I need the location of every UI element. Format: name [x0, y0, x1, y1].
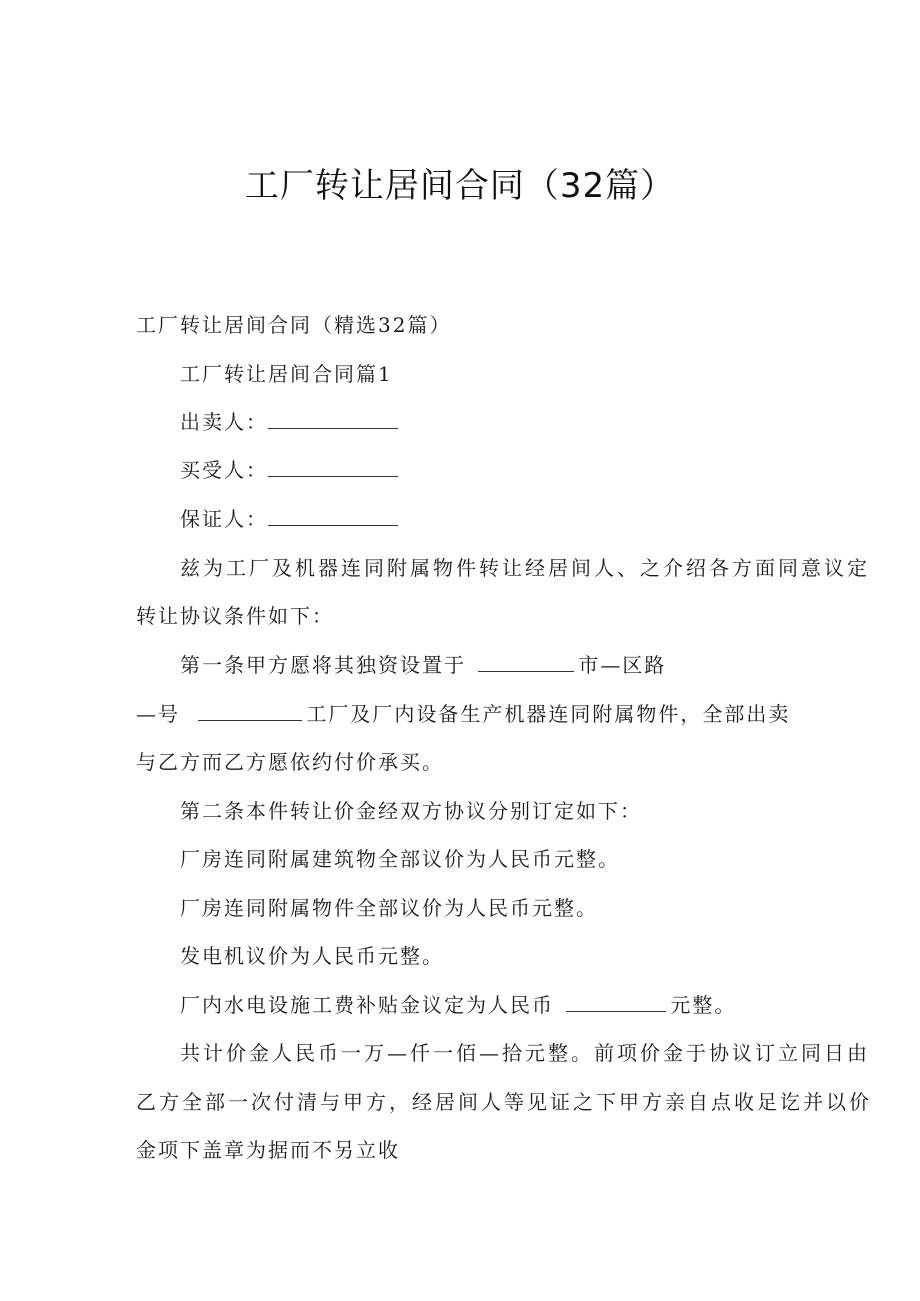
total-line-1: 共计价金人民币一万—仟一佰—拾元整。前项价金于协议订立同日由	[180, 1041, 870, 1065]
buyer-blank	[268, 458, 398, 477]
document-title: 工厂转让居间合同（32篇）	[244, 166, 676, 206]
guarantor-line	[180, 507, 398, 531]
buyer-line	[180, 458, 398, 482]
price-item-1: 厂房连同附属建筑物全部议价为人民币元整。	[180, 847, 620, 871]
article1-line-2	[136, 702, 790, 726]
section-heading: 工厂转让居间合同篇1	[180, 362, 393, 386]
article1-text-b: 市—区路	[578, 653, 667, 677]
buyer-label: 买受人：	[180, 458, 268, 482]
seller-line	[180, 410, 398, 434]
guarantor-label: 保证人：	[180, 507, 268, 531]
intro-line-2: 转让协议条件如下：	[136, 604, 334, 628]
total-line-2: 乙方全部一次付清与甲方，经居间人等见证之下甲方亲自点收足讫并以价	[136, 1090, 872, 1114]
article1-text-d: 工厂及厂内设备生产机器连同附属物件，全部出卖	[306, 702, 791, 726]
price-item-3: 发电机议价为人民币元整。	[180, 944, 444, 968]
price-item-4-text-b: 元整。	[670, 993, 737, 1017]
price-item-4-text-a: 厂内水电设施工费补贴金议定为人民币	[180, 993, 554, 1017]
article1-line-3: 与乙方而乙方愿依约付价承买。	[136, 750, 444, 774]
total-line-3: 金项下盖章为据而不另立收	[136, 1138, 400, 1162]
city-blank	[478, 653, 574, 672]
guarantor-blank	[268, 507, 398, 526]
article1-text-c: —号	[136, 702, 180, 726]
article1-text-a: 第一条甲方愿将其独资设置于	[180, 653, 466, 677]
subsidy-blank	[566, 993, 666, 1012]
seller-blank	[268, 410, 398, 429]
document-subtitle: 工厂转让居间合同（精选32篇）	[136, 313, 452, 337]
number-blank	[198, 702, 302, 721]
article2-line: 第二条本件转让价金经双方协议分别订定如下：	[180, 799, 642, 823]
intro-line-1: 兹为工厂及机器连同附属物件转让经居间人、之介绍各方面同意议定	[180, 556, 870, 580]
price-item-2: 厂房连同附属物件全部议价为人民币元整。	[180, 896, 598, 920]
seller-label: 出卖人：	[180, 410, 268, 434]
article1-line-1	[180, 653, 666, 677]
price-item-4	[180, 993, 736, 1017]
